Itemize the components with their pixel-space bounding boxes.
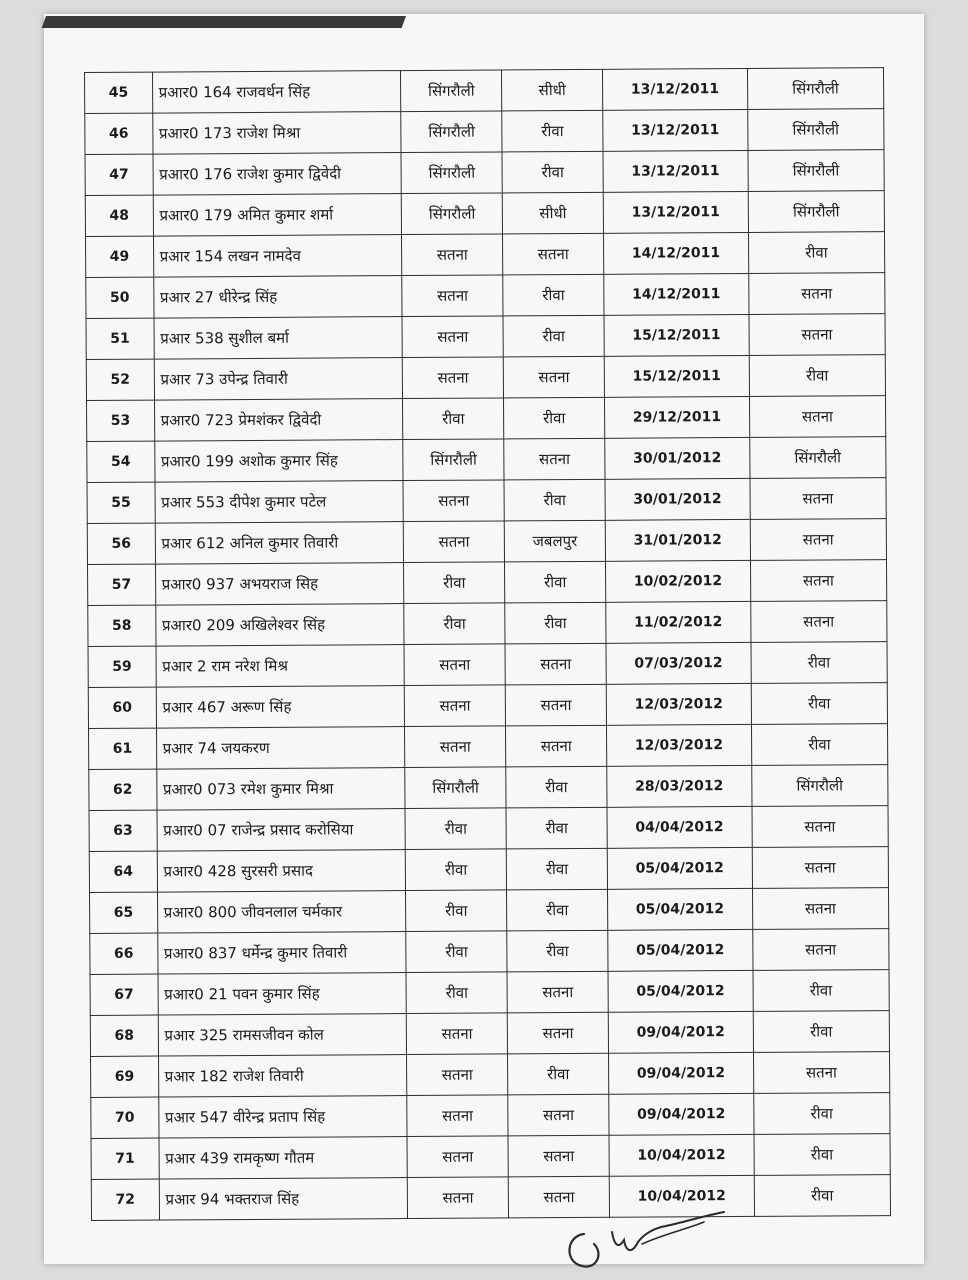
signature-mark xyxy=(554,1204,754,1274)
table-row xyxy=(86,232,885,278)
date-cell: 09/04/2012 xyxy=(609,1093,754,1135)
to-district-cell: सतना xyxy=(507,971,608,1013)
name-cell: प्रआर0 199 अशोक कुमार सिंह xyxy=(154,440,403,483)
from-district-cell: सतना xyxy=(404,521,505,563)
posted-district-cell: रीवा xyxy=(751,642,888,684)
from-district-cell: सिंगरौली xyxy=(405,767,506,809)
table-row xyxy=(90,929,889,975)
from-district-cell: रीवा xyxy=(406,931,507,973)
name-cell: प्रआर0 173 राजेश मिश्रा xyxy=(152,112,401,155)
date-cell: 15/12/2011 xyxy=(604,314,749,356)
from-district-cell: रीवा xyxy=(404,603,505,645)
table-row xyxy=(87,396,886,442)
posted-district-cell: रीवा xyxy=(751,683,888,725)
date-cell: 05/04/2012 xyxy=(608,929,753,971)
from-district-cell: सतना xyxy=(403,480,504,522)
posted-district-cell: सतना xyxy=(753,1052,890,1094)
serial-number-cell: 69 xyxy=(91,1056,159,1097)
table-row xyxy=(85,150,884,196)
date-cell: 05/04/2012 xyxy=(608,970,753,1012)
to-district-cell: सतना xyxy=(508,1094,609,1136)
to-district-cell: रीवा xyxy=(503,274,604,316)
posted-district-cell: सतना xyxy=(752,888,889,930)
to-district-cell: सतना xyxy=(503,356,604,398)
from-district-cell: सिंगरौली xyxy=(401,152,502,194)
table-row xyxy=(89,847,888,893)
serial-number-cell: 58 xyxy=(88,605,156,646)
to-district-cell: रीवा xyxy=(505,561,606,603)
name-cell: प्रआर 94 भक्तराज सिंह xyxy=(159,1178,408,1221)
name-cell: प्रआर0 179 अमित कुमार शर्मा xyxy=(153,194,402,237)
to-district-cell: रीवा xyxy=(504,397,605,439)
table-row xyxy=(91,1052,890,1098)
from-district-cell: सतना xyxy=(405,726,506,768)
name-cell: प्रआर 325 रामसजीवन कोल xyxy=(158,1014,407,1057)
serial-number-cell: 61 xyxy=(89,728,157,769)
name-cell: प्रआर0 073 रमेश कुमार मिश्रा xyxy=(156,768,405,811)
name-cell: प्रआर 439 रामकृष्ण गौतम xyxy=(159,1137,408,1180)
serial-number-cell: 48 xyxy=(85,195,153,236)
name-cell: प्रआर0 209 अखिलेश्वर सिंह xyxy=(155,604,404,647)
table-row xyxy=(91,1134,890,1180)
to-district-cell: सतना xyxy=(505,684,606,726)
posted-district-cell: सतना xyxy=(750,560,887,602)
name-cell: प्रआर 2 राम नरेश मिश्र xyxy=(156,645,405,688)
date-cell: 29/12/2011 xyxy=(605,396,750,438)
from-district-cell: सतना xyxy=(405,685,506,727)
date-cell: 14/12/2011 xyxy=(604,273,749,315)
document-page xyxy=(44,14,924,1264)
posted-district-cell: सतना xyxy=(749,396,886,438)
from-district-cell: सिंगरौली xyxy=(403,439,504,481)
serial-number-cell: 71 xyxy=(91,1138,159,1179)
from-district-cell: सिंगरौली xyxy=(401,111,502,153)
posted-district-cell: सतना xyxy=(752,806,889,848)
from-district-cell: सतना xyxy=(408,1177,509,1219)
from-district-cell: सतना xyxy=(402,275,503,317)
table-row xyxy=(85,109,884,155)
name-cell: प्रआर0 164 राजवर्धन सिंह xyxy=(152,71,401,114)
from-district-cell: रीवा xyxy=(404,562,505,604)
from-district-cell: सतना xyxy=(407,1136,508,1178)
table-row xyxy=(86,314,885,360)
serial-number-cell: 59 xyxy=(88,646,156,687)
date-cell: 13/12/2011 xyxy=(603,191,748,233)
from-district-cell: रीवा xyxy=(406,890,507,932)
table-row xyxy=(88,560,887,606)
posted-district-cell: सतना xyxy=(752,847,889,889)
posted-district-cell: रीवा xyxy=(753,1011,890,1053)
posted-district-cell: सिंगरौली xyxy=(748,191,885,233)
date-cell: 12/03/2012 xyxy=(607,724,752,766)
table-row xyxy=(85,68,884,114)
name-cell: प्रआर 27 धीरेन्द्र सिंह xyxy=(153,276,402,319)
from-district-cell: सतना xyxy=(403,357,504,399)
date-cell: 28/03/2012 xyxy=(607,765,752,807)
name-cell: प्रआर0 723 प्रेमशंकर द्विवेदी xyxy=(154,399,403,442)
table-row xyxy=(90,1011,889,1057)
posted-district-cell: रीवा xyxy=(754,1134,891,1176)
posted-district-cell: सिंगरौली xyxy=(748,150,885,192)
from-district-cell: रीवा xyxy=(405,808,506,850)
name-cell: प्रआर 547 वीरेन्द्र प्रताप सिंह xyxy=(158,1096,407,1139)
name-cell: प्रआर0 800 जीवनलाल चर्मकार xyxy=(157,891,406,934)
posted-district-cell: रीवा xyxy=(751,724,888,766)
name-cell: प्रआर 538 सुशील बर्मा xyxy=(154,317,403,360)
date-cell: 13/12/2011 xyxy=(603,150,748,192)
date-cell: 04/04/2012 xyxy=(607,806,752,848)
table-row xyxy=(86,273,885,319)
serial-number-cell: 64 xyxy=(89,851,157,892)
name-cell: प्रआर 467 अरूण सिंह xyxy=(156,686,405,729)
to-district-cell: सीधी xyxy=(502,192,603,234)
to-district-cell: रीवा xyxy=(505,602,606,644)
date-cell: 05/04/2012 xyxy=(607,847,752,889)
name-cell: प्रआर 182 राजेश तिवारी xyxy=(158,1055,407,1098)
to-district-cell: रीवा xyxy=(504,479,605,521)
serial-number-cell: 52 xyxy=(86,359,154,400)
posted-district-cell: रीवा xyxy=(753,1093,890,1135)
table-row xyxy=(90,970,889,1016)
to-district-cell: रीवा xyxy=(506,848,607,890)
from-district-cell: सिंगरौली xyxy=(401,193,502,235)
serial-number-cell: 50 xyxy=(86,277,154,318)
posted-district-cell: सिंगरौली xyxy=(747,68,884,110)
to-district-cell: रीवा xyxy=(507,889,608,931)
posted-district-cell: सतना xyxy=(752,929,889,971)
serial-number-cell: 57 xyxy=(88,564,156,605)
scan-edge-bar xyxy=(42,16,406,28)
from-district-cell: सतना xyxy=(407,1054,508,1096)
to-district-cell: सतना xyxy=(504,438,605,480)
table-row xyxy=(88,642,887,688)
to-district-cell: रीवा xyxy=(502,110,603,152)
to-district-cell: सतना xyxy=(503,233,604,275)
table-row xyxy=(86,355,885,401)
from-district-cell: सिंगरौली xyxy=(401,70,502,112)
name-cell: प्रआर 553 दीपेश कुमार पटेल xyxy=(155,481,404,524)
to-district-cell: जबलपुर xyxy=(504,520,605,562)
name-cell: प्रआर0 21 पवन कुमार सिंह xyxy=(158,973,407,1016)
posted-district-cell: सतना xyxy=(749,314,886,356)
table-container xyxy=(84,67,931,1221)
date-cell: 15/12/2011 xyxy=(604,355,749,397)
posted-district-cell: सतना xyxy=(750,519,887,561)
date-cell: 09/04/2012 xyxy=(608,1011,753,1053)
name-cell: प्रआर0 837 धर्मेन्द्र कुमार तिवारी xyxy=(157,932,406,975)
from-district-cell: रीवा xyxy=(403,398,504,440)
to-district-cell: रीवा xyxy=(506,766,607,808)
table-row xyxy=(89,806,888,852)
transfer-records-table xyxy=(84,67,891,1221)
serial-number-cell: 55 xyxy=(87,482,155,523)
posted-district-cell: रीवा xyxy=(754,1175,891,1217)
date-cell: 30/01/2012 xyxy=(605,437,750,479)
serial-number-cell: 54 xyxy=(87,441,155,482)
serial-number-cell: 60 xyxy=(88,687,156,728)
serial-number-cell: 49 xyxy=(86,236,154,277)
serial-number-cell: 46 xyxy=(85,113,153,154)
posted-district-cell: सिंगरौली xyxy=(749,437,886,479)
serial-number-cell: 56 xyxy=(87,523,155,564)
serial-number-cell: 66 xyxy=(90,933,158,974)
serial-number-cell: 70 xyxy=(91,1097,159,1138)
name-cell: प्रआर0 428 सुरसरी प्रसाद xyxy=(157,850,406,893)
serial-number-cell: 67 xyxy=(90,974,158,1015)
to-district-cell: रीवा xyxy=(503,315,604,357)
date-cell: 13/12/2011 xyxy=(603,109,748,151)
date-cell: 14/12/2011 xyxy=(604,232,749,274)
posted-district-cell: सिंगरौली xyxy=(751,765,888,807)
to-district-cell: सतना xyxy=(507,1012,608,1054)
name-cell: प्रआर 74 जयकरण xyxy=(156,727,405,770)
serial-number-cell: 47 xyxy=(85,154,153,195)
serial-number-cell: 72 xyxy=(91,1179,159,1220)
table-row xyxy=(88,683,887,729)
table-body xyxy=(85,68,891,1221)
posted-district-cell: रीवा xyxy=(749,355,886,397)
date-cell: 10/02/2012 xyxy=(606,560,751,602)
date-cell: 30/01/2012 xyxy=(605,478,750,520)
posted-district-cell: रीवा xyxy=(748,232,885,274)
serial-number-cell: 45 xyxy=(85,72,153,113)
date-cell: 10/04/2012 xyxy=(609,1134,754,1176)
from-district-cell: सतना xyxy=(402,316,503,358)
from-district-cell: रीवा xyxy=(406,972,507,1014)
posted-district-cell: सतना xyxy=(750,601,887,643)
from-district-cell: सतना xyxy=(407,1095,508,1137)
posted-district-cell: रीवा xyxy=(753,970,890,1012)
serial-number-cell: 51 xyxy=(86,318,154,359)
table-row xyxy=(91,1175,890,1221)
posted-district-cell: सतना xyxy=(748,273,885,315)
date-cell: 10/04/2012 xyxy=(609,1175,754,1217)
serial-number-cell: 62 xyxy=(89,769,157,810)
to-district-cell: रीवा xyxy=(507,930,608,972)
date-cell: 31/01/2012 xyxy=(605,519,750,561)
table-row xyxy=(87,437,886,483)
table-row xyxy=(89,765,888,811)
to-district-cell: रीवा xyxy=(506,807,607,849)
date-cell: 05/04/2012 xyxy=(608,888,753,930)
table-row xyxy=(87,519,886,565)
table-row xyxy=(85,191,884,237)
to-district-cell: सतना xyxy=(505,643,606,685)
name-cell: प्रआर 612 अनिल कुमार तिवारी xyxy=(155,522,404,565)
table-row xyxy=(88,601,887,647)
table-row xyxy=(91,1093,890,1139)
to-district-cell: रीवा xyxy=(502,151,603,193)
table-row xyxy=(89,724,888,770)
name-cell: प्रआर0 07 राजेन्द्र प्रसाद करोसिया xyxy=(157,809,406,852)
from-district-cell: सतना xyxy=(402,234,503,276)
to-district-cell: रीवा xyxy=(508,1053,609,1095)
date-cell: 07/03/2012 xyxy=(606,642,751,684)
posted-district-cell: सिंगरौली xyxy=(747,109,884,151)
table-row xyxy=(87,478,886,524)
serial-number-cell: 68 xyxy=(90,1015,158,1056)
posted-district-cell: सतना xyxy=(750,478,887,520)
from-district-cell: रीवा xyxy=(406,849,507,891)
name-cell: प्रआर 154 लखन नामदेव xyxy=(153,235,402,278)
date-cell: 09/04/2012 xyxy=(609,1052,754,1094)
date-cell: 12/03/2012 xyxy=(606,683,751,725)
serial-number-cell: 65 xyxy=(90,892,158,933)
to-district-cell: सीधी xyxy=(502,69,603,111)
serial-number-cell: 53 xyxy=(87,400,155,441)
from-district-cell: सतना xyxy=(404,644,505,686)
date-cell: 11/02/2012 xyxy=(606,601,751,643)
name-cell: प्रआर0 937 अभयराज सिह xyxy=(155,563,404,606)
from-district-cell: सतना xyxy=(407,1013,508,1055)
date-cell: 13/12/2011 xyxy=(603,68,748,110)
to-district-cell: सतना xyxy=(506,725,607,767)
to-district-cell: सतना xyxy=(508,1135,609,1177)
name-cell: प्रआर0 176 राजेश कुमार द्विवेदी xyxy=(153,153,402,196)
table-row xyxy=(90,888,889,934)
serial-number-cell: 63 xyxy=(89,810,157,851)
name-cell: प्रआर 73 उपेन्द्र तिवारी xyxy=(154,358,403,401)
to-district-cell: सतना xyxy=(508,1176,609,1218)
